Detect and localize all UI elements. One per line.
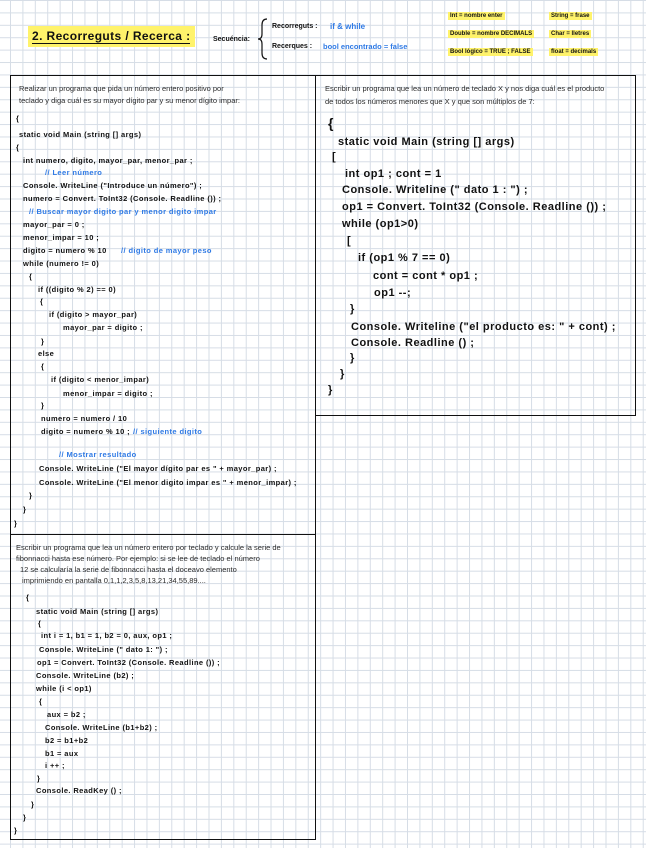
code-line: static void Main (string [] args): [338, 136, 515, 148]
exercise-statement-line: Escribir un programa que lea un número de teclado X y nos diga cuál es el producto: [325, 84, 605, 93]
code-line: {: [41, 362, 45, 371]
code-line: if ((digito % 2) == 0): [38, 285, 116, 294]
code-line: Console. WriteLine ("El menor digito impar es " + menor_impar) ;: [39, 478, 297, 487]
code-line: {: [39, 697, 43, 706]
code-comment: // siguiente digito: [133, 427, 203, 436]
code-line: Console. WriteLine ("Introduce un número") ;: [23, 181, 203, 190]
code-line: }: [29, 491, 33, 500]
code-line: numero = numero / 10: [41, 414, 128, 423]
exercise-box-2: [315, 75, 636, 416]
code-comment: // Leer número: [45, 168, 103, 177]
code-line: while (i < op1): [36, 684, 92, 693]
code-line: i ++ ;: [45, 761, 65, 770]
code-line: op1 = Convert. ToInt32 (Console. Readline ()) ;: [37, 658, 221, 667]
code-line: {: [38, 619, 42, 628]
code-line: while (op1>0): [342, 218, 419, 230]
code-line: b2 = b1+b2: [45, 736, 89, 745]
code-line: }: [37, 774, 41, 783]
code-line: mayor_par = digito ;: [63, 323, 143, 332]
code-line: Console. WriteLine (b1+b2) ;: [45, 723, 158, 732]
exercise-statement-line: imprimiendo en pantalla 0,1,1,2,3,5,8,13,21,34,55,89....: [22, 576, 206, 585]
curly-brace: [256, 17, 270, 61]
code-line: {: [40, 297, 44, 306]
code-line: if (digito > mayor_par): [49, 310, 138, 319]
sequence-value-recorreguts: if & while: [330, 22, 366, 31]
code-line: aux = b2 ;: [47, 710, 86, 719]
code-line: Console. WriteLine (" dato 1: ") ;: [39, 645, 168, 654]
code-line: Console. ReadKey () ;: [36, 786, 122, 795]
code-line: if (op1 % 7 == 0): [358, 252, 451, 264]
code-line: Console. Writeline ("el producto es: " + cont) ;: [351, 321, 616, 333]
code-line: }: [14, 826, 18, 835]
code-line: int i = 1, b1 = 1, b2 = 0, aux, op1 ;: [41, 631, 173, 640]
code-line: b1 = aux: [45, 749, 79, 758]
code-line: else: [38, 349, 55, 358]
code-line: {: [29, 272, 33, 281]
code-line: [: [347, 235, 352, 247]
code-line: static void Main (string [] args): [36, 607, 159, 616]
code-line: }: [41, 401, 45, 410]
sequence-label-recorreguts: Recorreguts :: [272, 23, 318, 30]
code-line: op1 --;: [374, 287, 412, 299]
code-line: {: [16, 114, 20, 123]
code-line: }: [14, 519, 18, 528]
type-note-float: float = decimals: [551, 49, 597, 55]
exercise-statement-line: teclado y diga cuál es su mayor dígito par y su menor dígito impar:: [19, 96, 240, 105]
code-line: }: [23, 813, 27, 822]
exercise-statement-line: fibonnacci hasta ese número. Por ejemplo: si se lee de teclado el número: [16, 554, 260, 563]
code-line: menor_impar = digito ;: [63, 389, 153, 398]
code-line: int numero, digito, mayor_par, menor_par ;: [23, 156, 193, 165]
code-line: }: [340, 368, 345, 380]
code-line: while (numero != 0): [23, 259, 100, 268]
code-line: cont = cont * op1 ;: [373, 270, 479, 282]
sequence-label: Secuéncia:: [213, 36, 250, 43]
code-line: [: [332, 151, 337, 163]
code-line: menor_impar = 10 ;: [23, 233, 100, 242]
code-line: digito = numero % 10: [23, 246, 107, 255]
code-line: if (digito < menor_impar): [51, 375, 150, 384]
page-title-text: 2. Recorreguts / Recerca :: [32, 29, 191, 43]
code-line: }: [41, 337, 45, 346]
code-line: op1 = Convert. ToInt32 (Console. Readline ()) ;: [342, 201, 607, 213]
code-line: Console. WriteLine ("El mayor dígito par es " + mayor_par) ;: [39, 464, 277, 473]
code-line: int op1 ; cont = 1: [345, 168, 442, 180]
code-line: {: [16, 143, 20, 152]
code-line: Console. Writeline (" dato 1 : ") ;: [342, 184, 529, 196]
sequence-label-recerques: Recerques :: [272, 43, 313, 50]
type-note-char: Char = lletres: [551, 31, 590, 37]
exercise-statement-line: Realizar un programa que pida un número entero positivo por: [19, 84, 224, 93]
page-title: [28, 26, 195, 47]
code-line: mayor_par = 0 ;: [23, 220, 85, 229]
code-comment: // digito de mayor peso: [121, 246, 212, 255]
code-line: }: [31, 800, 35, 809]
code-line: {: [26, 593, 30, 602]
code-line: {: [328, 115, 334, 131]
code-line: }: [350, 303, 355, 315]
code-line: static void Main (string [] args): [19, 130, 142, 139]
exercise-statement-line: de todos los números menores que X y que son múltiplos de 7:: [325, 97, 535, 106]
code-line: digito = numero % 10 ;: [41, 427, 131, 436]
code-line: Console. Readline () ;: [351, 337, 475, 349]
code-line: }: [23, 505, 27, 514]
exercise-box-3: [10, 534, 316, 840]
exercise-box-1: [10, 75, 316, 535]
type-note-string: String = frase: [551, 13, 590, 19]
code-line: numero = Convert. ToInt32 (Console. Readline ()) ;: [23, 194, 222, 203]
type-note-double: Double = nombre DECIMALS: [450, 31, 533, 37]
exercise-statement-line: 12 se calcularía la serie de fibonnacci hasta el doceavo elemento: [20, 565, 237, 574]
code-line: Console. WriteLine (b2) ;: [36, 671, 135, 680]
code-line: }: [350, 352, 355, 364]
code-comment: // Mostrar resultado: [59, 450, 137, 459]
type-note-bool: Bool lógico = TRUE ; FALSE: [450, 49, 531, 55]
type-note-int: Int = nombre enter: [450, 13, 503, 19]
exercise-statement-line: Escribir un programa que lea un número entero por teclado y calcule la serie de: [16, 543, 281, 552]
code-line: }: [328, 384, 333, 396]
code-comment: // Buscar mayor digito par y menor digito impar: [29, 207, 217, 216]
sequence-value-recerques: bool encontrado = false: [323, 42, 408, 51]
